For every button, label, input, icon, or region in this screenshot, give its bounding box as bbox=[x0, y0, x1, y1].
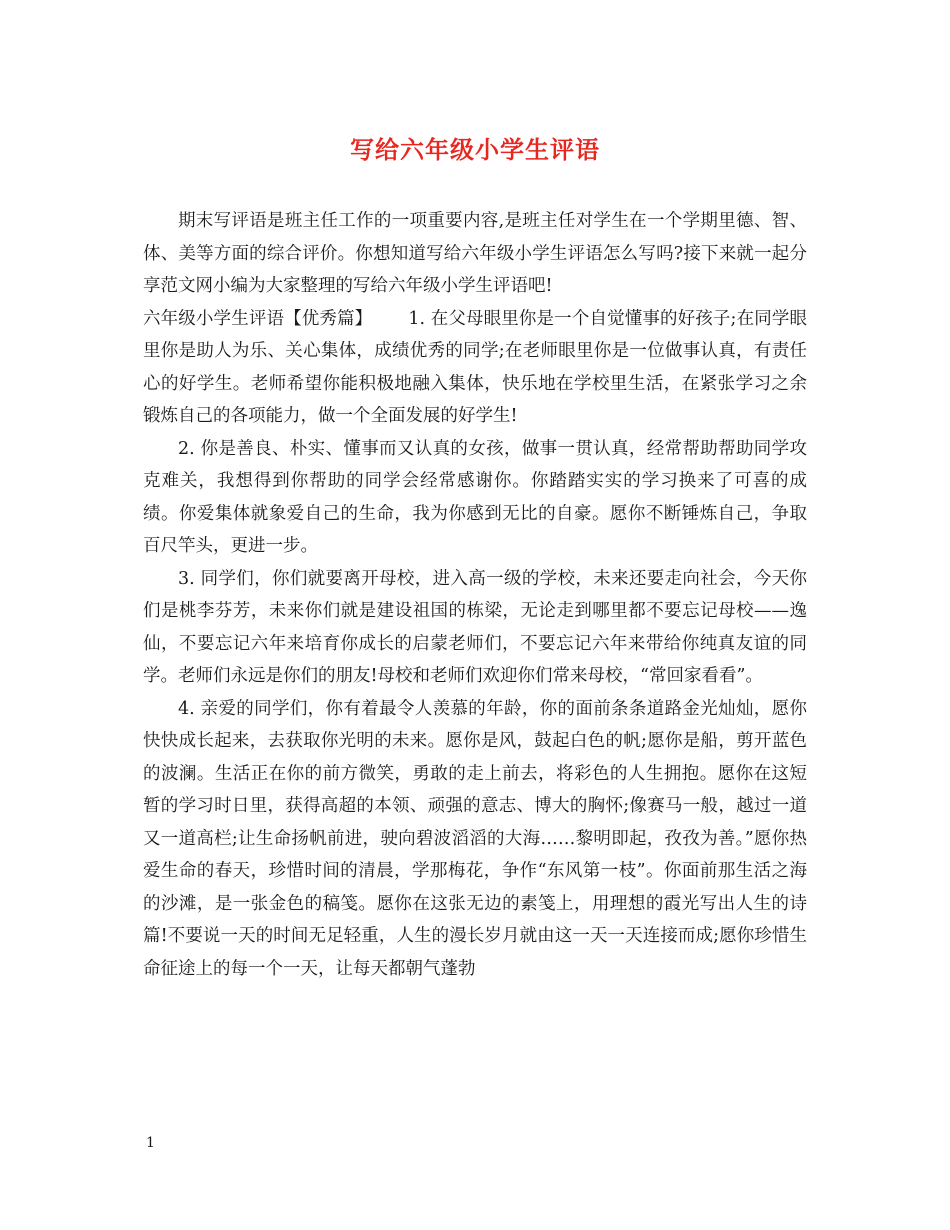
section-paragraph-1 bbox=[143, 303, 807, 433]
intro-paragraph: 期末写评语是班主任工作的一项重要内容,是班主任对学生在一个学期里德、智、体、美等方面的综合评价。你想知道写给六年级小学生评语怎么写吗?接下来就一起分享范文网小编为大家整理的写给六年级小学生评语吧! bbox=[143, 211, 807, 296]
comment-item-3: 3. 同学们，你们就要离开母校，进入高一级的学校，未来还要走向社会，今天你们是桃李芬芳，未来你们就是建设祖国的栋梁，无论走到哪里都不要忘记母校——逸仙，不要忘记六年来培育你成长的启蒙老师们，不要忘记六年来带给你纯真友谊的同学。老师们永远是你们的朋友!母校和老师们欢迎你们常来母校，“常回家看看”。 bbox=[143, 568, 807, 686]
comment-item-2: 2. 你是善良、朴实、懂事而又认真的女孩，做事一贯认真，经常帮助帮助同学攻克难关，我想得到你帮助的同学会经常感谢你。你踏踏实实的学习换来了可喜的成绩。你爱集体就象爱自己的生命，我为你感到无比的自豪。愿你不断锤炼自己，争取百尺竿头，更进一步。 bbox=[143, 438, 807, 556]
section-heading: 六年级小学生评语【优秀篇】 bbox=[143, 308, 373, 329]
comment-item-1: 1. 在父母眼里你是一个自觉懂事的好孩子;在同学眼里你是助人为乐、关心集体，成绩优秀的同学;在老师眼里你是一位做事认真，有责任心的好学生。老师希望你能积极地融入集体，快乐地在学校里生活，在紧张学习之余锻炼自己的各项能力，做一个全面发展的好学生! bbox=[143, 308, 808, 426]
page-number: 1 bbox=[146, 1135, 155, 1151]
comment-item-4: 4. 亲爱的同学们，你有着最令人羡慕的年龄，你的面前条条道路金光灿灿，愿你快快成长起来，去获取你光明的未来。愿你是风，鼓起白色的帆;愿你是船，剪开蓝色的波澜。生活正在你的前方微笑，勇敢的走上前去，将彩色的人生拥抱。愿你在这短暂的学习时日里，获得高超的本领、顽强的意志、博大的胸怀;像赛马一般，越过一道又一道高栏;让生命扬帆前进，驶向碧波滔滔的大海……黎明即起，孜孜为善。”愿你热爱生命的春天，珍惜时间的清晨，学那梅花，争作“东风第一枝”。你面前那生活之海的沙滩，是一张金色的稿笺。愿你在这张无边的素笺上，用理想的霞光写出人生的诗篇!不要说一天的时间无足轻重，人生的漫长岁月就由这一天一天连接而成;愿你珍惜生命征途上的每一个一天，让每天都朝气蓬勃 bbox=[143, 698, 807, 979]
document-title: 写给六年级小学生评语 bbox=[350, 135, 600, 164]
document-body bbox=[143, 205, 807, 985]
